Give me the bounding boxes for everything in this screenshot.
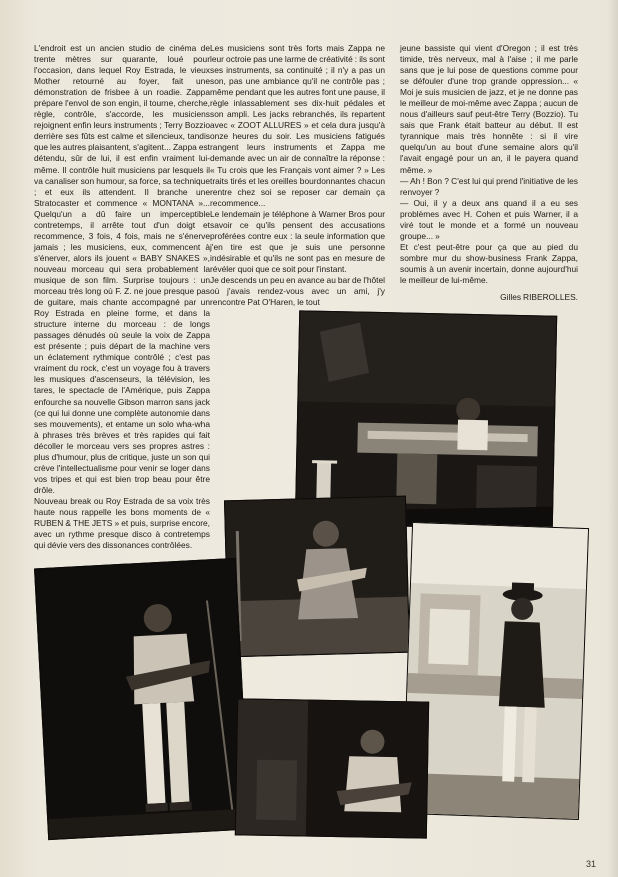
article-column-1	[34, 43, 210, 551]
article-column-3	[400, 43, 578, 303]
photo-seated-guitarist	[235, 698, 429, 838]
article-paragraph: Les musiciens sont très forts mais Zappa ne leur octroie pas une larme de créativité : ils sont ses instruments, sa continuité ; il n'y a pas un son, pas une ambiance qu'il ne contrôle pas ; même pendant que les autres font une pause, il règle inlassablement ses dix-huit pédales et son ampli. Les jacks rebranchés, ils repartent avec « ZOOT ALLURES » et cela dura jusqu'à onze heures du soir. Les musiciens fatigués rangent leurs instruments et Zappa me demande avec un air de connaître la réponse : « Tu crois que les Français vont aimer ? » Les traits tirés et les oreilles bourdonnantes chacun rentre chez soi se reposer car demain ça recommence...	[210, 43, 385, 208]
article-paragraph: Et c'est peut-être pour ça que au pied du sombre mur du show-business Frank Zappa, soumis à un avenir incertain, donne aujourd'hui le meilleur de lui-même.	[400, 241, 578, 285]
article-paragraph: — Ah ! Bon ? C'est lui qui prend l'initiative de les renvoyer ?	[400, 175, 578, 197]
page-number: 31	[585, 859, 596, 869]
article-paragraph: — Oui, il y a deux ans quand il a eu ses problèmes avec H. Cohen et puis Warner, il a viré tout le monde et a formé un nouveau groupe... »	[400, 197, 578, 241]
article-paragraph: Le lendemain je téléphone à Warner Bros pour savoir ce qu'ils pensent des accusations proférées contre eux : la seule information que j'en tire est que je suis une personne indésirable et qu'ils ne sont pas en mesure de révéler quoi que ce soit pour l'instant.	[210, 208, 385, 274]
article-paragraph: jeune bassiste qui vient d'Oregon ; il est très timide, très nerveux, mal à l'aise ; il me parle sans que je lui pose de questions comme pour se défouler d'une trop grande oppression... « Moi je suis musicien de jazz, et je ne donne pas le meilleur de moi-même avec Zappa ; aucun de nous d'ailleurs sauf peut-être Terry (Bozzio). Tu sais que Frank était batteur au début. Il est tyrannique mais très honnête : si il vire quelqu'un au bout d'une semaine alors qu'il l'avait engagé pour un an, il le payera quand même. »	[400, 43, 578, 175]
photo-musician-with-hat	[402, 522, 589, 820]
page-edge-shadow	[608, 0, 618, 877]
photo-guitarist-center	[224, 496, 410, 658]
author-signature: Gilles RIBEROLLES.	[500, 292, 578, 303]
article-paragraph: Nouveau break ou Roy Estrada de sa voix très haute nous rappelle les bons moments de « RUBEN & THE JETS » et puis, surprise encore, avec un rythme presque disco à contretemps qui dévie vers des dissonances contrôlées.	[34, 495, 210, 551]
article-paragraph: Je descends un peu en avance au bar de l'hôtel où j'avais rendez-vous avec un ami, j'y rencontre Pat O'Haren, le tout	[210, 274, 385, 308]
article-paragraph: L'endroit est un ancien studio de cinéma de trente mètres sur quarante, loué pour l'occasion, dans lequel Roy Estrada, le vieux Mother retourné au foyer, fait une démonstration de frisbee à un roadie. Zappa prépare l'envol de son engin, il tourne, cherche, règle, contrôle, s'accorde, les musiciens rejoignent enfin leurs instruments ; Terry Bozzio derrière ses fûts est calme et silencieux, tandis que les autres plaisantent, s'agitent... Zappa est détendu, sûr de lui, il est enfin vraiment lui-même. Il contrôle huit musiciens par lesquels il va canaliser son humour, sa force, sa technique ; et eux ils attendent. Il branche une Stratocaster et commence « MONTANA »... Quelqu'un a dû faire un imperceptible contretemps, il arrête tout d'un doigt et recommence, 3 fois, 4 fois, mais ne s'énerve jamais ; les musiciens, eux, commencent à s'énerver, alors ils jouent « BABY SNAKES », nouveau morceau qui sera probablement la musique de son film. Surprise toujours : un morceau très long où F. Z. ne joue presque pas de guitare, mais chante accompagné par un Roy Estrada en pleine forme, et dans la structure interne du morceau : de longs passages dénudés où seule la voix de Zappa est présente ; puis départ de la machine vers un éclatement rythmique contrôlé ; c'est pas vraiment du rock, c'est un voyage fou à travers les musiques d'ascenseurs, la télévision, les tares, le spectacle de l'Amérique, puis Zappa enfourche sa nouvelle Gibson marron sans jack (ce qui lui donne une complète autonomie dans ses mouvements), et entame un solo wha-wha à phrases très brèves et très rapides qui fait décoller le morceau vers ses propres astres : plus d'humour, plus de critique, juste un son qui crève l'intellectualisme pour venir se loger dans vos tripes et qui est bien trop beau pour être drôle.	[34, 43, 210, 495]
article-column-2	[210, 43, 385, 308]
photo-guitarist-left	[34, 558, 250, 840]
